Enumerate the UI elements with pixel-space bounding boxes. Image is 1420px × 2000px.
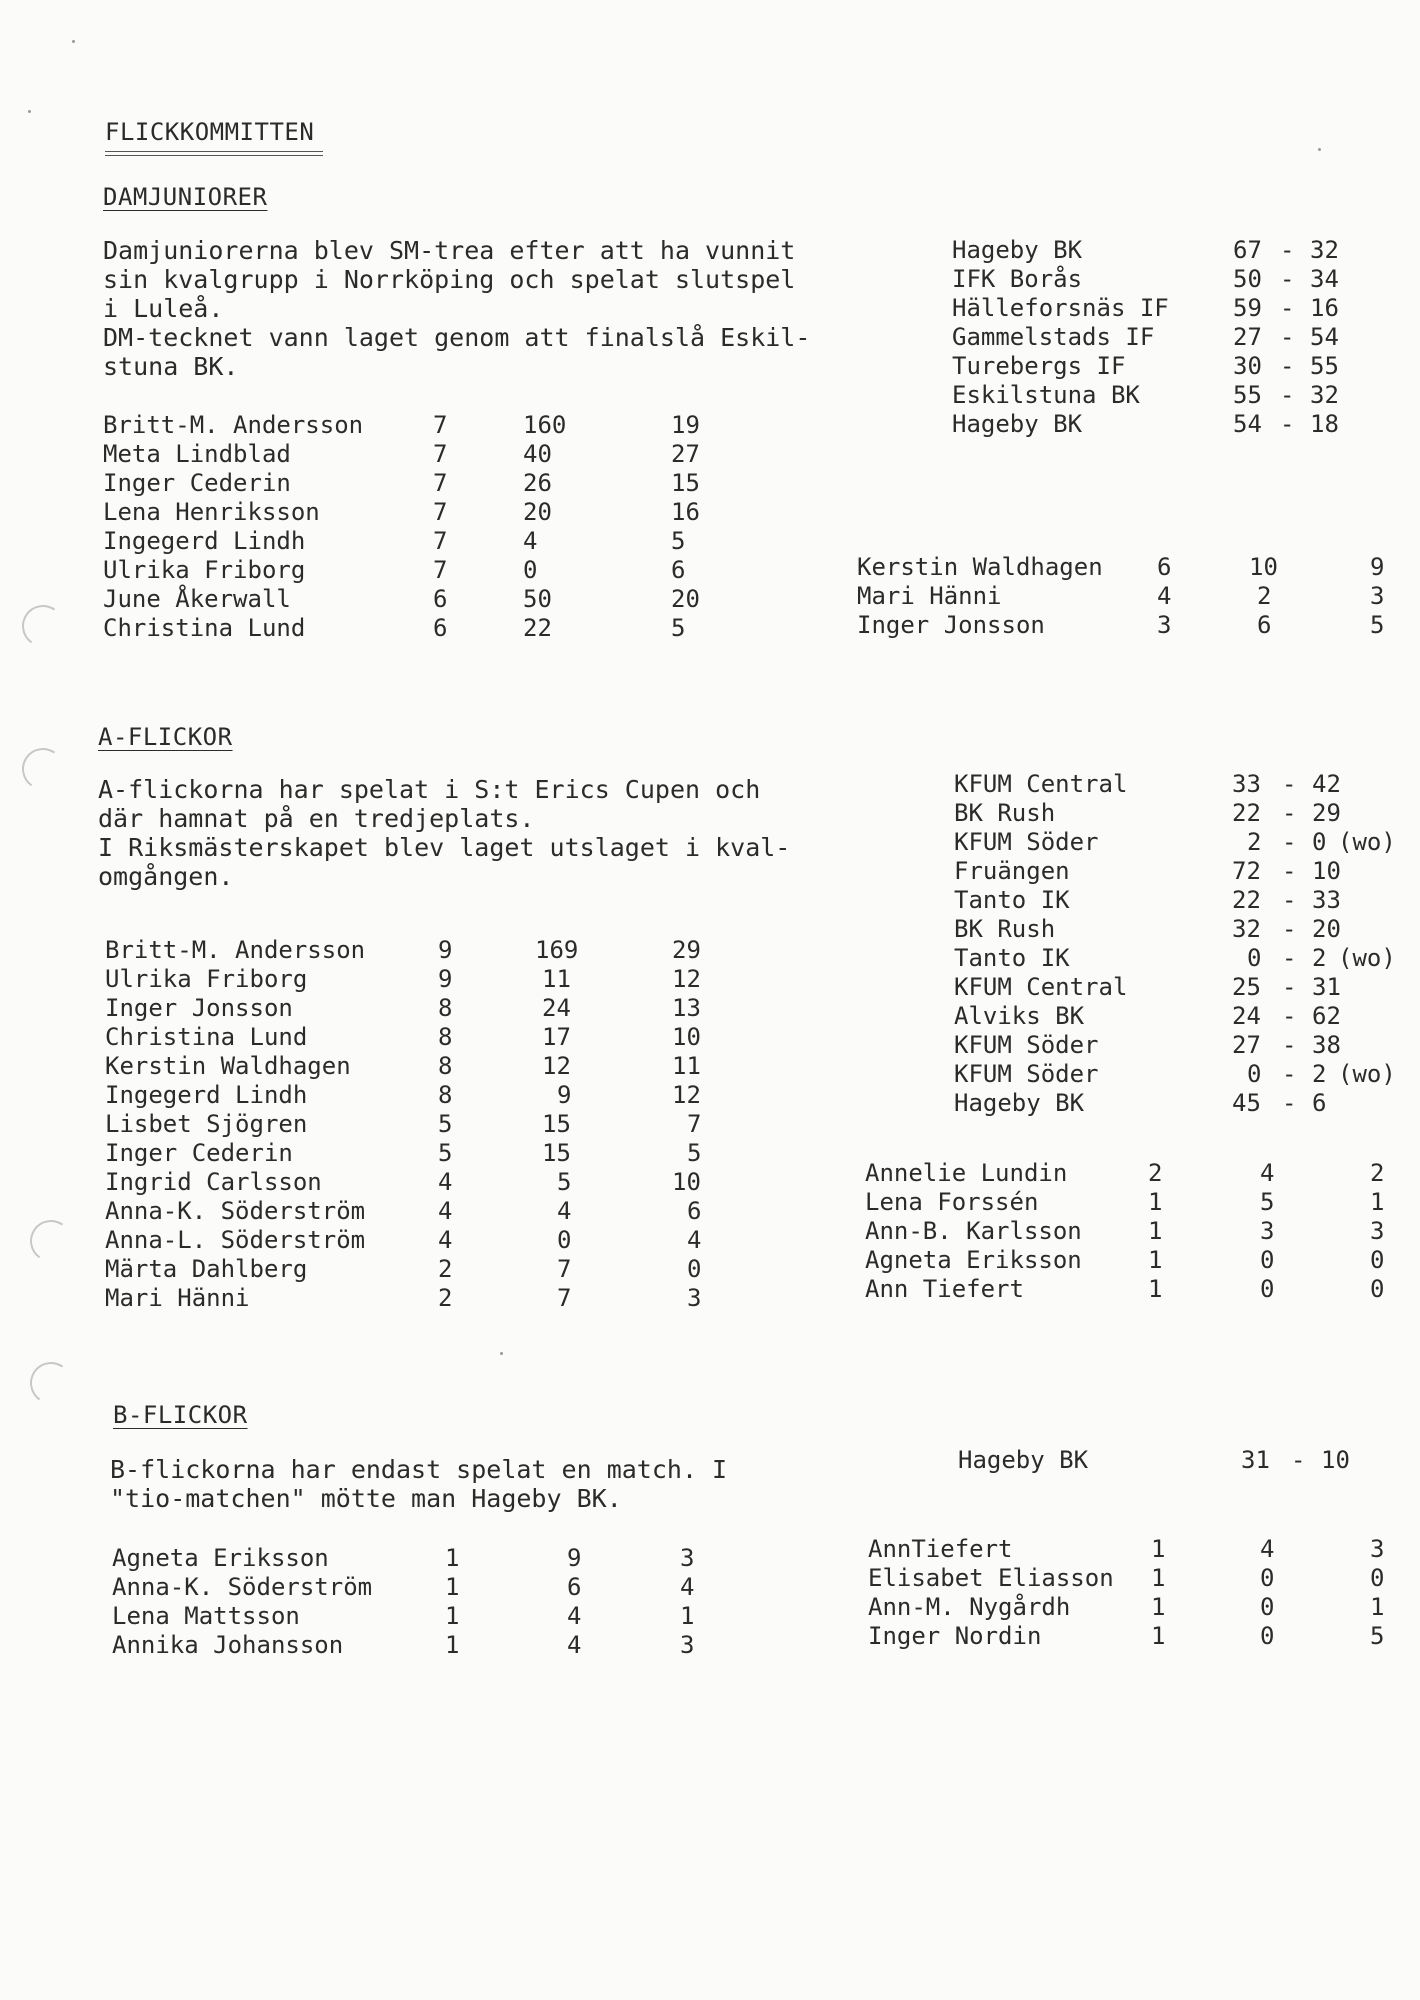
match-score-away: 18 <box>1310 410 1339 438</box>
player-points: 9 <box>567 1544 582 1572</box>
match-dash: - <box>1282 799 1297 827</box>
player-points: 4 <box>567 1602 582 1630</box>
player-points: 0 <box>1260 1564 1275 1592</box>
player-stat: 1 <box>680 1602 695 1630</box>
player-points: 20 <box>523 498 552 526</box>
player-games: 1 <box>445 1602 460 1630</box>
player-name: Agneta Eriksson <box>112 1544 329 1572</box>
player-points: 169 <box>535 936 579 964</box>
player-name: June Åkerwall <box>103 585 291 613</box>
match-score-home: 55 <box>1233 381 1262 409</box>
player-stat: 0 <box>1370 1275 1385 1303</box>
match-dash: - <box>1280 410 1295 438</box>
player-stat: 4 <box>687 1226 702 1254</box>
player-games: 7 <box>433 440 448 468</box>
match-score-home: 27 <box>1232 1031 1261 1059</box>
a-flickor-text-line: A-flickorna har spelat i S:t Erics Cupen och <box>98 775 761 804</box>
player-stat: 1 <box>1370 1593 1385 1621</box>
player-points: 0 <box>1260 1275 1275 1303</box>
player-games: 3 <box>1157 611 1172 639</box>
player-games: 6 <box>433 585 448 613</box>
match-score-away: 2 <box>1312 944 1327 972</box>
match-team: KFUM Central <box>954 770 1128 798</box>
match-dash: - <box>1282 1002 1297 1030</box>
match-note: (wo) <box>1338 944 1396 972</box>
match-score-home: 54 <box>1233 410 1262 438</box>
match-score-away: 31 <box>1312 973 1341 1001</box>
player-games: 1 <box>1151 1564 1166 1592</box>
player-games: 1 <box>445 1573 460 1601</box>
match-score-away: 34 <box>1310 265 1339 293</box>
player-games: 4 <box>1157 582 1172 610</box>
match-dash: - <box>1282 770 1297 798</box>
match-dash: - <box>1282 886 1297 914</box>
player-name: Anna-K. Söderström <box>112 1573 373 1601</box>
b-flickor-text-line: "tio-matchen" mötte man Hageby BK. <box>110 1484 622 1513</box>
player-name: Ingegerd Lindh <box>103 527 306 555</box>
player-points: 24 <box>542 994 571 1022</box>
player-points: 12 <box>542 1052 571 1080</box>
player-points: 0 <box>557 1226 572 1254</box>
player-name: Lena Henriksson <box>103 498 320 526</box>
punch-hole-mark <box>27 1217 76 1266</box>
player-name: Inger Cederin <box>105 1139 293 1167</box>
match-team: Tanto IK <box>954 944 1070 972</box>
match-score-away: 55 <box>1310 352 1339 380</box>
player-stat: 1 <box>1370 1188 1385 1216</box>
match-score-away: 32 <box>1310 236 1339 264</box>
match-dash: - <box>1282 1031 1297 1059</box>
match-score-away: 0 <box>1312 828 1327 856</box>
player-games: 8 <box>438 1081 453 1109</box>
player-name: Kerstin Waldhagen <box>105 1052 351 1080</box>
player-name: Ulrika Friborg <box>103 556 306 584</box>
damjuniorer-text-line: sin kvalgrupp i Norrköping och spelat slutspel <box>103 265 796 294</box>
match-dash: - <box>1280 265 1295 293</box>
match-score-home: 31 <box>1241 1446 1270 1474</box>
b-flickor-text-line: B-flickorna har endast spelat en match. I <box>110 1455 728 1484</box>
player-name: Ulrika Friborg <box>105 965 308 993</box>
match-score-away: 32 <box>1310 381 1339 409</box>
match-score-away: 62 <box>1312 1002 1341 1030</box>
player-name: Mari Hänni <box>857 582 1002 610</box>
player-stat: 3 <box>680 1544 695 1572</box>
player-name: Ingrid Carlsson <box>105 1168 322 1196</box>
match-team: KFUM Söder <box>954 1031 1099 1059</box>
player-games: 2 <box>438 1255 453 1283</box>
match-team: Gammelstads IF <box>952 323 1155 351</box>
player-games: 8 <box>438 994 453 1022</box>
match-score-home: 0 <box>1247 1060 1262 1088</box>
match-score-home: 30 <box>1233 352 1262 380</box>
player-stat: 10 <box>672 1168 701 1196</box>
match-score-away: 54 <box>1310 323 1339 351</box>
player-games: 7 <box>433 556 448 584</box>
player-games: 1 <box>1148 1246 1163 1274</box>
player-games: 1 <box>1151 1593 1166 1621</box>
damjuniorer-text-line: Damjuniorerna blev SM-trea efter att ha vunnit <box>103 236 796 265</box>
player-games: 8 <box>438 1052 453 1080</box>
player-stat: 5 <box>671 614 686 642</box>
match-score-home: 0 <box>1247 944 1262 972</box>
player-name: AnnTiefert <box>868 1535 1013 1563</box>
player-stat: 29 <box>672 936 701 964</box>
match-dash: - <box>1282 1089 1297 1117</box>
player-stat: 3 <box>680 1631 695 1659</box>
player-stat: 13 <box>672 994 701 1022</box>
match-score-away: 33 <box>1312 886 1341 914</box>
player-points: 4 <box>557 1197 572 1225</box>
player-games: 7 <box>433 498 448 526</box>
player-name: Britt-M. Andersson <box>105 936 366 964</box>
player-points: 3 <box>1260 1217 1275 1245</box>
player-points: 17 <box>542 1023 571 1051</box>
match-dash: - <box>1280 381 1295 409</box>
player-name: Inger Jonsson <box>857 611 1045 639</box>
player-points: 4 <box>1260 1535 1275 1563</box>
player-stat: 16 <box>671 498 700 526</box>
player-name: Inger Jonsson <box>105 994 293 1022</box>
match-dash: - <box>1291 1446 1306 1474</box>
paper-speck <box>500 1352 503 1355</box>
match-team: BK Rush <box>954 799 1056 827</box>
section-heading-a-flickor: A-FLICKOR <box>98 723 233 751</box>
match-team: Tanto IK <box>954 886 1070 914</box>
player-games: 6 <box>433 614 448 642</box>
player-games: 6 <box>1157 553 1172 581</box>
player-stat: 4 <box>680 1573 695 1601</box>
document-title: FLICKKOMMITTEN <box>105 118 315 146</box>
player-name: Annika Johansson <box>112 1631 344 1659</box>
match-team: IFK Borås <box>952 265 1083 293</box>
match-team: Hageby BK <box>952 236 1083 264</box>
player-stat: 0 <box>1370 1564 1385 1592</box>
player-name: Lisbet Sjögren <box>105 1110 308 1138</box>
player-name: Anna-K. Söderström <box>105 1197 366 1225</box>
a-flickor-text-line: där hamnat på en tredjeplats. <box>98 804 535 833</box>
match-score-away: 10 <box>1321 1446 1350 1474</box>
match-score-away: 29 <box>1312 799 1341 827</box>
player-stat: 0 <box>687 1255 702 1283</box>
match-score-home: 59 <box>1233 294 1262 322</box>
section-heading-damjuniorer: DAMJUNIORER <box>103 183 268 211</box>
match-score-away: 10 <box>1312 857 1341 885</box>
player-name: Anna-L. Söderström <box>105 1226 366 1254</box>
player-name: Mari Hänni <box>105 1284 250 1312</box>
match-score-home: 72 <box>1232 857 1261 885</box>
match-team: BK Rush <box>954 915 1056 943</box>
player-points: 11 <box>542 965 571 993</box>
player-points: 50 <box>523 585 552 613</box>
player-stat: 5 <box>671 527 686 555</box>
match-score-away: 6 <box>1312 1089 1327 1117</box>
paper-speck <box>28 110 31 113</box>
player-name: Kerstin Waldhagen <box>857 553 1103 581</box>
player-games: 9 <box>438 965 453 993</box>
player-stat: 9 <box>1370 553 1385 581</box>
match-score-away: 16 <box>1310 294 1339 322</box>
player-points: 4 <box>523 527 538 555</box>
match-team: KFUM Söder <box>954 828 1099 856</box>
match-score-away: 20 <box>1312 915 1341 943</box>
player-name: Ann-M. Nygårdh <box>868 1593 1071 1621</box>
punch-hole-mark <box>19 602 68 651</box>
player-stat: 6 <box>671 556 686 584</box>
player-name: Ingegerd Lindh <box>105 1081 308 1109</box>
player-name: Britt-M. Andersson <box>103 411 364 439</box>
player-points: 160 <box>523 411 567 439</box>
paper-speck <box>72 40 75 43</box>
match-dash: - <box>1280 236 1295 264</box>
match-score-home: 22 <box>1232 799 1261 827</box>
player-name: Inger Nordin <box>868 1622 1042 1650</box>
match-team: Fruängen <box>954 857 1070 885</box>
player-games: 2 <box>438 1284 453 1312</box>
player-points: 4 <box>567 1631 582 1659</box>
a-flickor-text-line: omgången. <box>98 862 234 891</box>
player-stat: 5 <box>1370 1622 1385 1650</box>
player-name: Agneta Eriksson <box>865 1246 1082 1274</box>
player-games: 1 <box>1151 1622 1166 1650</box>
player-stat: 3 <box>1370 1217 1385 1245</box>
player-games: 1 <box>445 1544 460 1572</box>
player-points: 10 <box>1249 553 1278 581</box>
player-points: 0 <box>1260 1622 1275 1650</box>
match-score-away: 38 <box>1312 1031 1341 1059</box>
player-points: 15 <box>542 1139 571 1167</box>
player-name: Ann Tiefert <box>865 1275 1024 1303</box>
player-stat: 12 <box>672 1081 701 1109</box>
player-games: 4 <box>438 1168 453 1196</box>
damjuniorer-text-line: DM-tecknet vann laget genom att finalslå Eskil- <box>103 323 811 352</box>
player-points: 6 <box>567 1573 582 1601</box>
player-name: Inger Cederin <box>103 469 291 497</box>
player-stat: 0 <box>1370 1246 1385 1274</box>
match-score-home: 33 <box>1232 770 1261 798</box>
player-stat: 19 <box>671 411 700 439</box>
match-score-away: 2 <box>1312 1060 1327 1088</box>
match-score-home: 67 <box>1233 236 1262 264</box>
player-stat: 10 <box>672 1023 701 1051</box>
damjuniorer-text-line: stuna BK. <box>103 352 239 381</box>
match-score-home: 32 <box>1232 915 1261 943</box>
title-double-underline <box>105 151 323 156</box>
player-points: 5 <box>1260 1188 1275 1216</box>
player-stat: 5 <box>1370 611 1385 639</box>
player-stat: 2 <box>1370 1159 1385 1187</box>
player-stat: 20 <box>671 585 700 613</box>
player-games: 5 <box>438 1110 453 1138</box>
player-games: 4 <box>438 1226 453 1254</box>
player-points: 40 <box>523 440 552 468</box>
player-stat: 3 <box>1370 582 1385 610</box>
player-stat: 27 <box>671 440 700 468</box>
match-dash: - <box>1280 323 1295 351</box>
player-name: Märta Dahlberg <box>105 1255 308 1283</box>
player-stat: 3 <box>687 1284 702 1312</box>
player-name: Meta Lindblad <box>103 440 291 468</box>
player-points: 2 <box>1257 582 1272 610</box>
player-games: 2 <box>1148 1159 1163 1187</box>
section-heading-b-flickor: B-FLICKOR <box>113 1401 248 1429</box>
match-team: KFUM Central <box>954 973 1128 1001</box>
player-name: Christina Lund <box>103 614 306 642</box>
player-points: 6 <box>1257 611 1272 639</box>
player-name: Christina Lund <box>105 1023 308 1051</box>
player-points: 22 <box>523 614 552 642</box>
player-stat: 12 <box>672 965 701 993</box>
match-score-home: 2 <box>1247 828 1262 856</box>
match-score-home: 45 <box>1232 1089 1261 1117</box>
paper-speck <box>1318 148 1321 151</box>
match-dash: - <box>1282 915 1297 943</box>
player-points: 9 <box>557 1081 572 1109</box>
a-flickor-text-line: I Riksmästerskapet blev laget utslaget i kval- <box>98 833 791 862</box>
match-note: (wo) <box>1338 1060 1396 1088</box>
match-team: Eskilstuna BK <box>952 381 1140 409</box>
player-points: 4 <box>1260 1159 1275 1187</box>
match-dash: - <box>1282 1060 1297 1088</box>
player-name: Ann-B. Karlsson <box>865 1217 1082 1245</box>
player-games: 9 <box>438 936 453 964</box>
player-stat: 11 <box>672 1052 701 1080</box>
player-points: 7 <box>557 1284 572 1312</box>
player-games: 1 <box>1148 1188 1163 1216</box>
match-team: Hageby BK <box>952 410 1083 438</box>
player-stat: 15 <box>671 469 700 497</box>
player-points: 7 <box>557 1255 572 1283</box>
match-note: (wo) <box>1338 828 1396 856</box>
match-team: Hageby BK <box>958 1446 1089 1474</box>
match-team: Alviks BK <box>954 1002 1085 1030</box>
match-score-home: 50 <box>1233 265 1262 293</box>
match-dash: - <box>1280 294 1295 322</box>
match-score-home: 27 <box>1233 323 1262 351</box>
match-dash: - <box>1282 944 1297 972</box>
player-points: 5 <box>557 1168 572 1196</box>
player-games: 1 <box>1148 1217 1163 1245</box>
player-games: 7 <box>433 527 448 555</box>
player-name: Elisabet Eliasson <box>868 1564 1114 1592</box>
match-dash: - <box>1282 857 1297 885</box>
match-dash: - <box>1282 973 1297 1001</box>
player-points: 15 <box>542 1110 571 1138</box>
match-score-home: 22 <box>1232 886 1261 914</box>
player-name: Annelie Lundin <box>865 1159 1068 1187</box>
match-score-home: 24 <box>1232 1002 1261 1030</box>
player-name: Lena Mattsson <box>112 1602 300 1630</box>
punch-hole-mark <box>19 745 68 794</box>
player-games: 7 <box>433 469 448 497</box>
player-games: 1 <box>1148 1275 1163 1303</box>
player-stat: 6 <box>687 1197 702 1225</box>
damjuniorer-text-line: i Luleå. <box>103 294 224 323</box>
player-points: 0 <box>1260 1593 1275 1621</box>
player-points: 0 <box>1260 1246 1275 1274</box>
match-score-home: 25 <box>1232 973 1261 1001</box>
match-dash: - <box>1282 828 1297 856</box>
match-team: Hageby BK <box>954 1089 1085 1117</box>
player-name: Lena Forssén <box>865 1188 1039 1216</box>
player-games: 7 <box>433 411 448 439</box>
player-points: 26 <box>523 469 552 497</box>
player-games: 1 <box>1151 1535 1166 1563</box>
player-games: 5 <box>438 1139 453 1167</box>
player-games: 4 <box>438 1197 453 1225</box>
player-games: 1 <box>445 1631 460 1659</box>
match-score-away: 42 <box>1312 770 1341 798</box>
match-team: Turebergs IF <box>952 352 1126 380</box>
player-games: 8 <box>438 1023 453 1051</box>
match-team: Hälleforsnäs IF <box>952 294 1169 322</box>
player-stat: 7 <box>687 1110 702 1138</box>
player-points: 0 <box>523 556 538 584</box>
player-stat: 5 <box>687 1139 702 1167</box>
match-team: KFUM Söder <box>954 1060 1099 1088</box>
player-stat: 3 <box>1370 1535 1385 1563</box>
punch-hole-mark <box>27 1359 76 1408</box>
match-dash: - <box>1280 352 1295 380</box>
